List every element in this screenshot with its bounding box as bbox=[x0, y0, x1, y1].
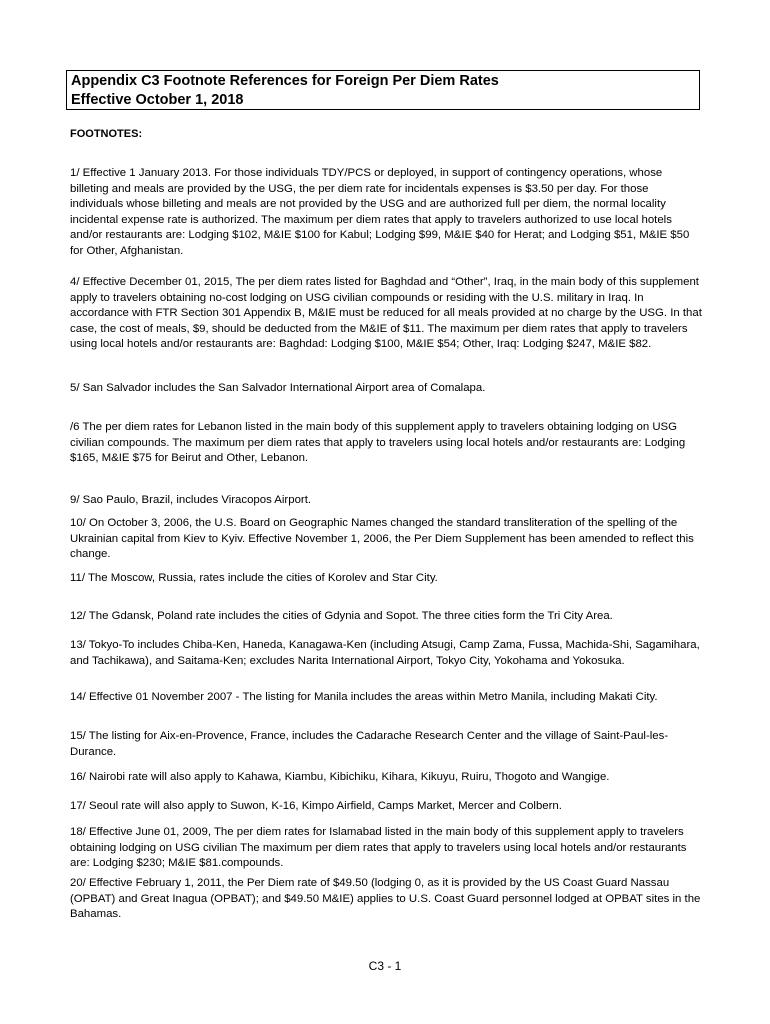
footnote-16: 16/ Nairobi rate will also apply to Kahawa, Kiambu, Kibichiku, Kihara, Kikuyu, Ruiru, Thogoto and Wangige. bbox=[70, 771, 610, 783]
footnote-12: 12/ The Gdansk, Poland rate includes the cities of Gdynia and Sopot. The three cities form the Tri City Area. bbox=[70, 610, 613, 622]
footnote-20: 20/ Effective February 1, 2011, the Per Diem rate of $49.50 (lodging 0, as it is provided by the US Coast Guard Nassau (OPBAT) and Great Inagua (OPBAT); and $49.50 M&IE) applies to U.S. Coast Guard personnel lodged at OPBAT sites in the Bahamas. bbox=[70, 877, 701, 920]
footnote-18: 18/ Effective June 01, 2009, The per diem rates for Islamabad listed in the main body of this supplement apply to travelers obtaining lodging on USG civilian The maximum per diem rates that apply to travelers using local hotels and/or restaurants are: Lodging $230; M&IE $81.compounds. bbox=[70, 826, 687, 869]
footnote-6: /6 The per diem rates for Lebanon listed in the main body of this supplement apply to travelers obtaining lodging on USG civilian compounds. The maximum per diem rates that apply to travelers using local hotels and/or restaurants are: Lodging $165, M&IE $75 for Beirut and Other, Lebanon. bbox=[70, 421, 686, 464]
footnotes-heading: FOOTNOTES: bbox=[70, 128, 143, 140]
page-subtitle: Effective October 1, 2018 bbox=[71, 92, 244, 108]
footnote-14: 14/ Effective 01 November 2007 - The listing for Manila includes the areas within Metro Manila, including Makati City. bbox=[70, 691, 658, 703]
footnote-15: 15/ The listing for Aix-en-Provence, France, includes the Cadarache Research Center and the village of Saint-Paul-les-Durance. bbox=[70, 730, 669, 758]
footnote-11: 11/ The Moscow, Russia, rates include the cities of Korolev and Star City. bbox=[70, 572, 438, 584]
page-number: C3 - 1 bbox=[368, 959, 402, 973]
footnote-10: 10/ On October 3, 2006, the U.S. Board on Geographic Names changed the standard transliteration of the spelling of the Ukrainian capital from Kiev to Kyiv. Effective November 1, 2006, the Per Diem Supplement has been amended to reflect this change. bbox=[70, 517, 694, 560]
footnote-4: 4/ Effective December 01, 2015, The per diem rates listed for Baghdad and “Other”, Iraq, in the main body of this supplement apply to travelers obtaining no-cost lodging on USG civilian compounds or residing with the U.S. military in Iraq. In accordance with FTR Section 301 Appendix B, M&IE must be reduced for all meals provided at no charge by the USG. In that case, the cost of meals, $9, should be deducted from the M&IE of $11. The maximum per diem rates that apply to travelers using local hotels and/or restaurants are: Baghdad: Lodging $100, M&IE $54; Other, Iraq: Lodging $247, M&IE $82. bbox=[70, 276, 702, 350]
footnote-9: 9/ Sao Paulo, Brazil, includes Viracopos Airport. bbox=[70, 494, 312, 506]
footnote-5: 5/ San Salvador includes the San Salvador International Airport area of Comalapa. bbox=[70, 382, 486, 394]
footnote-17: 17/ Seoul rate will also apply to Suwon, K-16, Kimpo Airfield, Camps Market, Mercer and Colbern. bbox=[70, 800, 562, 812]
footnote-1: 1/ Effective 1 January 2013. For those individuals TDY/PCS or deployed, in support of contingency operations, whose billeting and meals are provided by the USG, the per diem rate for incidentals expenses is $3.50 per day. For those individuals whose billeting and meals are not provided by the USG and are authorized full per diem, the normal locality incidental expense rate is authorized. The maximum per diem rates that apply to travelers authorized to use local hotels and/or restaurants are: Lodging $102, M&IE $100 for Kabul; Lodging $99, M&IE $40 for Herat; and Lodging $51, M&IE $50 for Other, Afghanistan. bbox=[70, 167, 690, 257]
footnote-13: 13/ Tokyo-To includes Chiba-Ken, Haneda, Kanagawa-Ken (including Atsugi, Camp Zama, Fussa, Machida-Shi, Sagamihara, and Tachikawa), and Saitama-Ken; excludes Narita International Airport, Tokyo City, Yokohama and Yokosuka. bbox=[70, 639, 700, 667]
title-box bbox=[66, 70, 700, 110]
page-title: Appendix C3 Footnote References for Foreign Per Diem Rates bbox=[71, 73, 499, 89]
